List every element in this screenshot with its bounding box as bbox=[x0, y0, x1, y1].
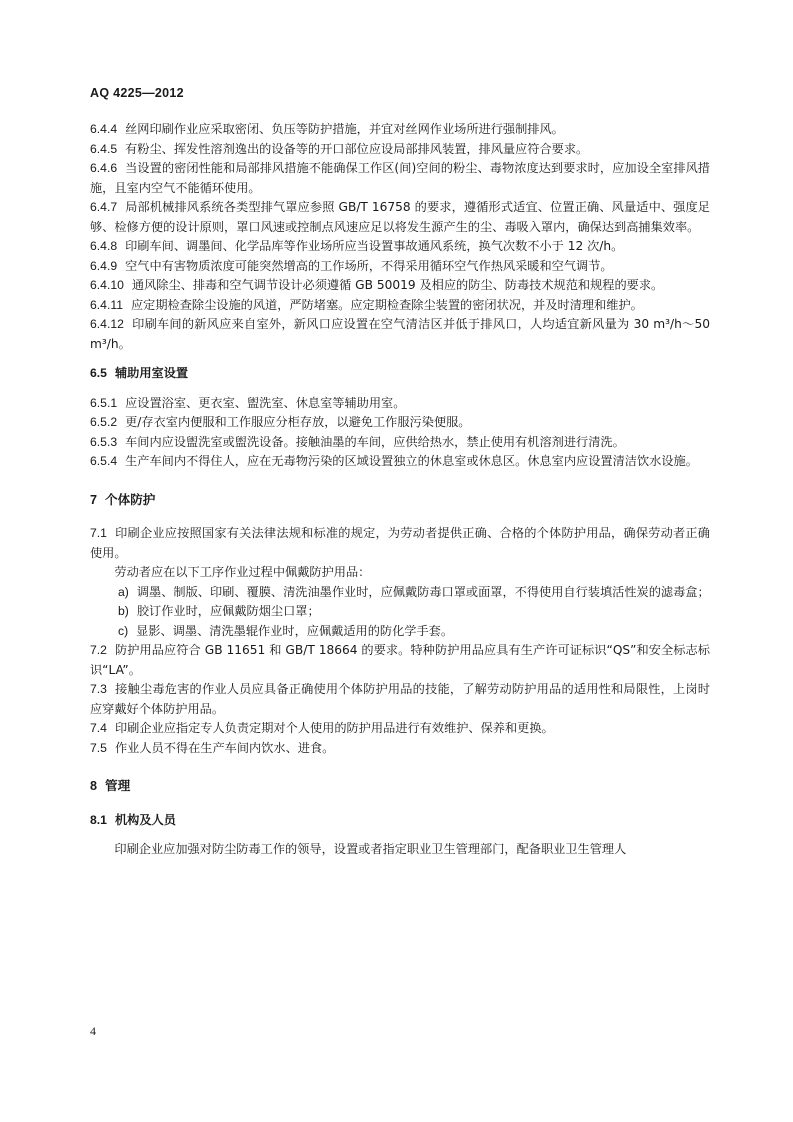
clause-number: 7.3 bbox=[90, 682, 107, 696]
clause-6-4-12 bbox=[90, 315, 710, 354]
clause-text: 局部机械排风系统各类型排气罩应参照 GB/T 16758 的要求，遵循形式适宜、位置正确、风量适中、强度足够、检修方便的设计原则，罩口风速或控制点风速应足以将发生源产生的尘、毒吸入罩内，确保达到高捕集效率。 bbox=[90, 200, 710, 234]
clause-number: 6.4.5 bbox=[90, 141, 118, 156]
clause-6-5-3 bbox=[90, 433, 710, 453]
clause-6-5-2 bbox=[90, 413, 710, 433]
clause-text: 更/存衣室内便服和工作服应分柜存放，以避免工作服污染便服。 bbox=[125, 415, 471, 429]
chapter-title: 管理 bbox=[105, 778, 131, 793]
clause-text: 当设置的密闭性能和局部排风措施不能确保工作区(间)空间的粉尘、毒物浓度达到要求时，应加设全室排风措施，且室内空气不能循环使用。 bbox=[90, 161, 710, 195]
clause-number: 6.4.6 bbox=[90, 161, 118, 175]
clause-number: 7.1 bbox=[90, 526, 107, 540]
list-text: 调墨、制版、印刷、覆膜、清洗油墨作业时，应佩戴防毒口罩或面罩，不得使用自行装填活性炭的滤毒盒； bbox=[136, 584, 710, 599]
clause-number: 6.5.1 bbox=[90, 395, 118, 410]
section-number: 6.5 bbox=[90, 366, 107, 380]
clause-number: 6.4.8 bbox=[90, 239, 118, 253]
clause-7-4 bbox=[90, 719, 710, 739]
clause-7-3 bbox=[90, 680, 710, 719]
clause-text: 防护用品应符合 GB 11651 和 GB/T 18664 的要求。特种防护用品应具有生产许可证标识“QS”和安全标志标识“LA”。 bbox=[90, 643, 710, 677]
clause-6-4-9 bbox=[90, 257, 710, 277]
chapter-heading-7 bbox=[90, 490, 710, 511]
chapter-number: 8 bbox=[90, 779, 98, 793]
page-number: 4 bbox=[90, 1024, 96, 1038]
clause-text: 作业人员不得在生产车间内饮水、进食。 bbox=[114, 740, 335, 755]
clause-text: 印刷企业应指定专人负责定期对个人使用的防护用品进行有效维护、保养和更换。 bbox=[114, 721, 554, 735]
clause-6-4-5 bbox=[90, 140, 710, 160]
clause-7-2 bbox=[90, 641, 710, 680]
section-number: 8.1 bbox=[90, 812, 107, 827]
clause-text: 车间内应设盥洗室或盥洗设备。接触油墨的车间，应供给热水，禁止使用有机溶剂进行清洗。 bbox=[125, 434, 625, 449]
clause-text: 印刷车间、调墨间、化学品库等作业场所应当设置事故通风系统，换气次数不小于 12 次/h。 bbox=[125, 239, 624, 253]
clause-text: 空气中有害物质浓度可能突然增高的工作场所，不得采用循环空气作热风采暖和空气调节。 bbox=[125, 258, 613, 273]
clause-text: 印刷企业应按照国家有关法律法规和标准的规定，为劳动者提供正确、合格的个体防护用品，确保劳动者正确使用。 bbox=[90, 526, 710, 560]
clause-number: 6.4.10 bbox=[90, 278, 124, 292]
clause-6-4-8 bbox=[90, 237, 710, 257]
list-item-c bbox=[90, 622, 710, 642]
list-text: 胶订作业时，应佩戴防烟尘口罩； bbox=[136, 604, 320, 618]
list-item-b bbox=[90, 602, 710, 622]
chapter-heading-8 bbox=[90, 776, 710, 797]
clause-text: 有粉尘、挥发性溶剂逸出的设备等的开口部位应设局部排风装置，排风量应符合要求。 bbox=[125, 141, 589, 156]
clause-number: 7.2 bbox=[90, 643, 107, 657]
clause-number: 7.5 bbox=[90, 740, 107, 755]
clause-number: 6.5.4 bbox=[90, 454, 118, 468]
clause-number: 6.4.4 bbox=[90, 122, 118, 136]
section-heading-6-5 bbox=[90, 364, 710, 384]
standard-header: AQ 4225—2012 bbox=[90, 86, 184, 100]
section-title: 辅助用室设置 bbox=[114, 366, 189, 380]
clause-text: 接触尘毒危害的作业人员应具备正确使用个体防护用品的技能，了解劳动防护用品的适用性和局限性，上岗时应穿戴好个体防护用品。 bbox=[90, 682, 710, 716]
clause-number: 6.4.7 bbox=[90, 200, 118, 214]
clause-8-1-text: 印刷企业应加强对防尘防毒工作的领导，设置或者指定职业卫生管理部门，配备职业卫生管理人 bbox=[114, 842, 627, 856]
clause-number: 6.4.9 bbox=[90, 258, 118, 273]
list-item-a bbox=[90, 583, 710, 603]
clause-6-4-4 bbox=[90, 120, 710, 140]
clause-number: 7.4 bbox=[90, 721, 107, 735]
clause-7-1 bbox=[90, 524, 710, 563]
clause-6-5-1 bbox=[90, 394, 710, 414]
clause-6-4-6 bbox=[90, 159, 710, 198]
clause-6-5-4 bbox=[90, 452, 710, 472]
clause-number: 6.5.3 bbox=[90, 434, 118, 449]
clause-6-4-10 bbox=[90, 276, 710, 296]
list-label: a) bbox=[118, 584, 129, 599]
clause-number: 6.4.11 bbox=[90, 297, 123, 312]
clause-6-4-7 bbox=[90, 198, 710, 237]
section-title: 机构及人员 bbox=[114, 812, 176, 827]
clause-number: 6.5.2 bbox=[90, 415, 118, 429]
clause-7-5 bbox=[90, 739, 710, 759]
chapter-title: 个体防护 bbox=[105, 491, 156, 507]
clause-text: 应定期检查除尘设施的风道，严防堵塞。应定期检查除尘装置的密闭状况，并及时清理和维护。 bbox=[130, 297, 643, 312]
chapter-number: 7 bbox=[90, 492, 98, 507]
clause-text: 通风除尘、排毒和空气调节设计必须遵循 GB 50019 及相应的防尘、防毒技术规范和规程的要求。 bbox=[131, 278, 664, 292]
clause-text: 印刷车间的新风应来自室外，新风口应设置在空气清洁区并低于排风口，人均适宜新风量为 30 m³/h～50 m³/h。 bbox=[90, 317, 710, 351]
list-label: b) bbox=[118, 604, 129, 618]
clause-text: 丝网印刷作业应采取密闭、负压等防护措施，并宜对丝网作业场所进行强制排风。 bbox=[125, 122, 564, 136]
clause-text: 生产车间内不得住人，应在无毒物污染的区域设置独立的休息室或休息区。休息室内应设置清洁饮水设施。 bbox=[125, 454, 698, 468]
clause-6-4-11 bbox=[90, 296, 710, 316]
list-label: c) bbox=[118, 623, 129, 638]
clause-7-1-intro: 劳动者应在以下工序作业过程中佩戴防护用品： bbox=[114, 565, 371, 579]
list-text: 显影、调墨、清洗墨辊作业时，应佩戴适用的防化学手套。 bbox=[136, 623, 454, 638]
section-heading-8-1 bbox=[90, 811, 710, 831]
clause-text: 应设置浴室、更衣室、盥洗室、休息室等辅助用室。 bbox=[125, 395, 406, 410]
clause-number: 6.4.12 bbox=[90, 317, 124, 331]
document-body bbox=[90, 120, 710, 860]
